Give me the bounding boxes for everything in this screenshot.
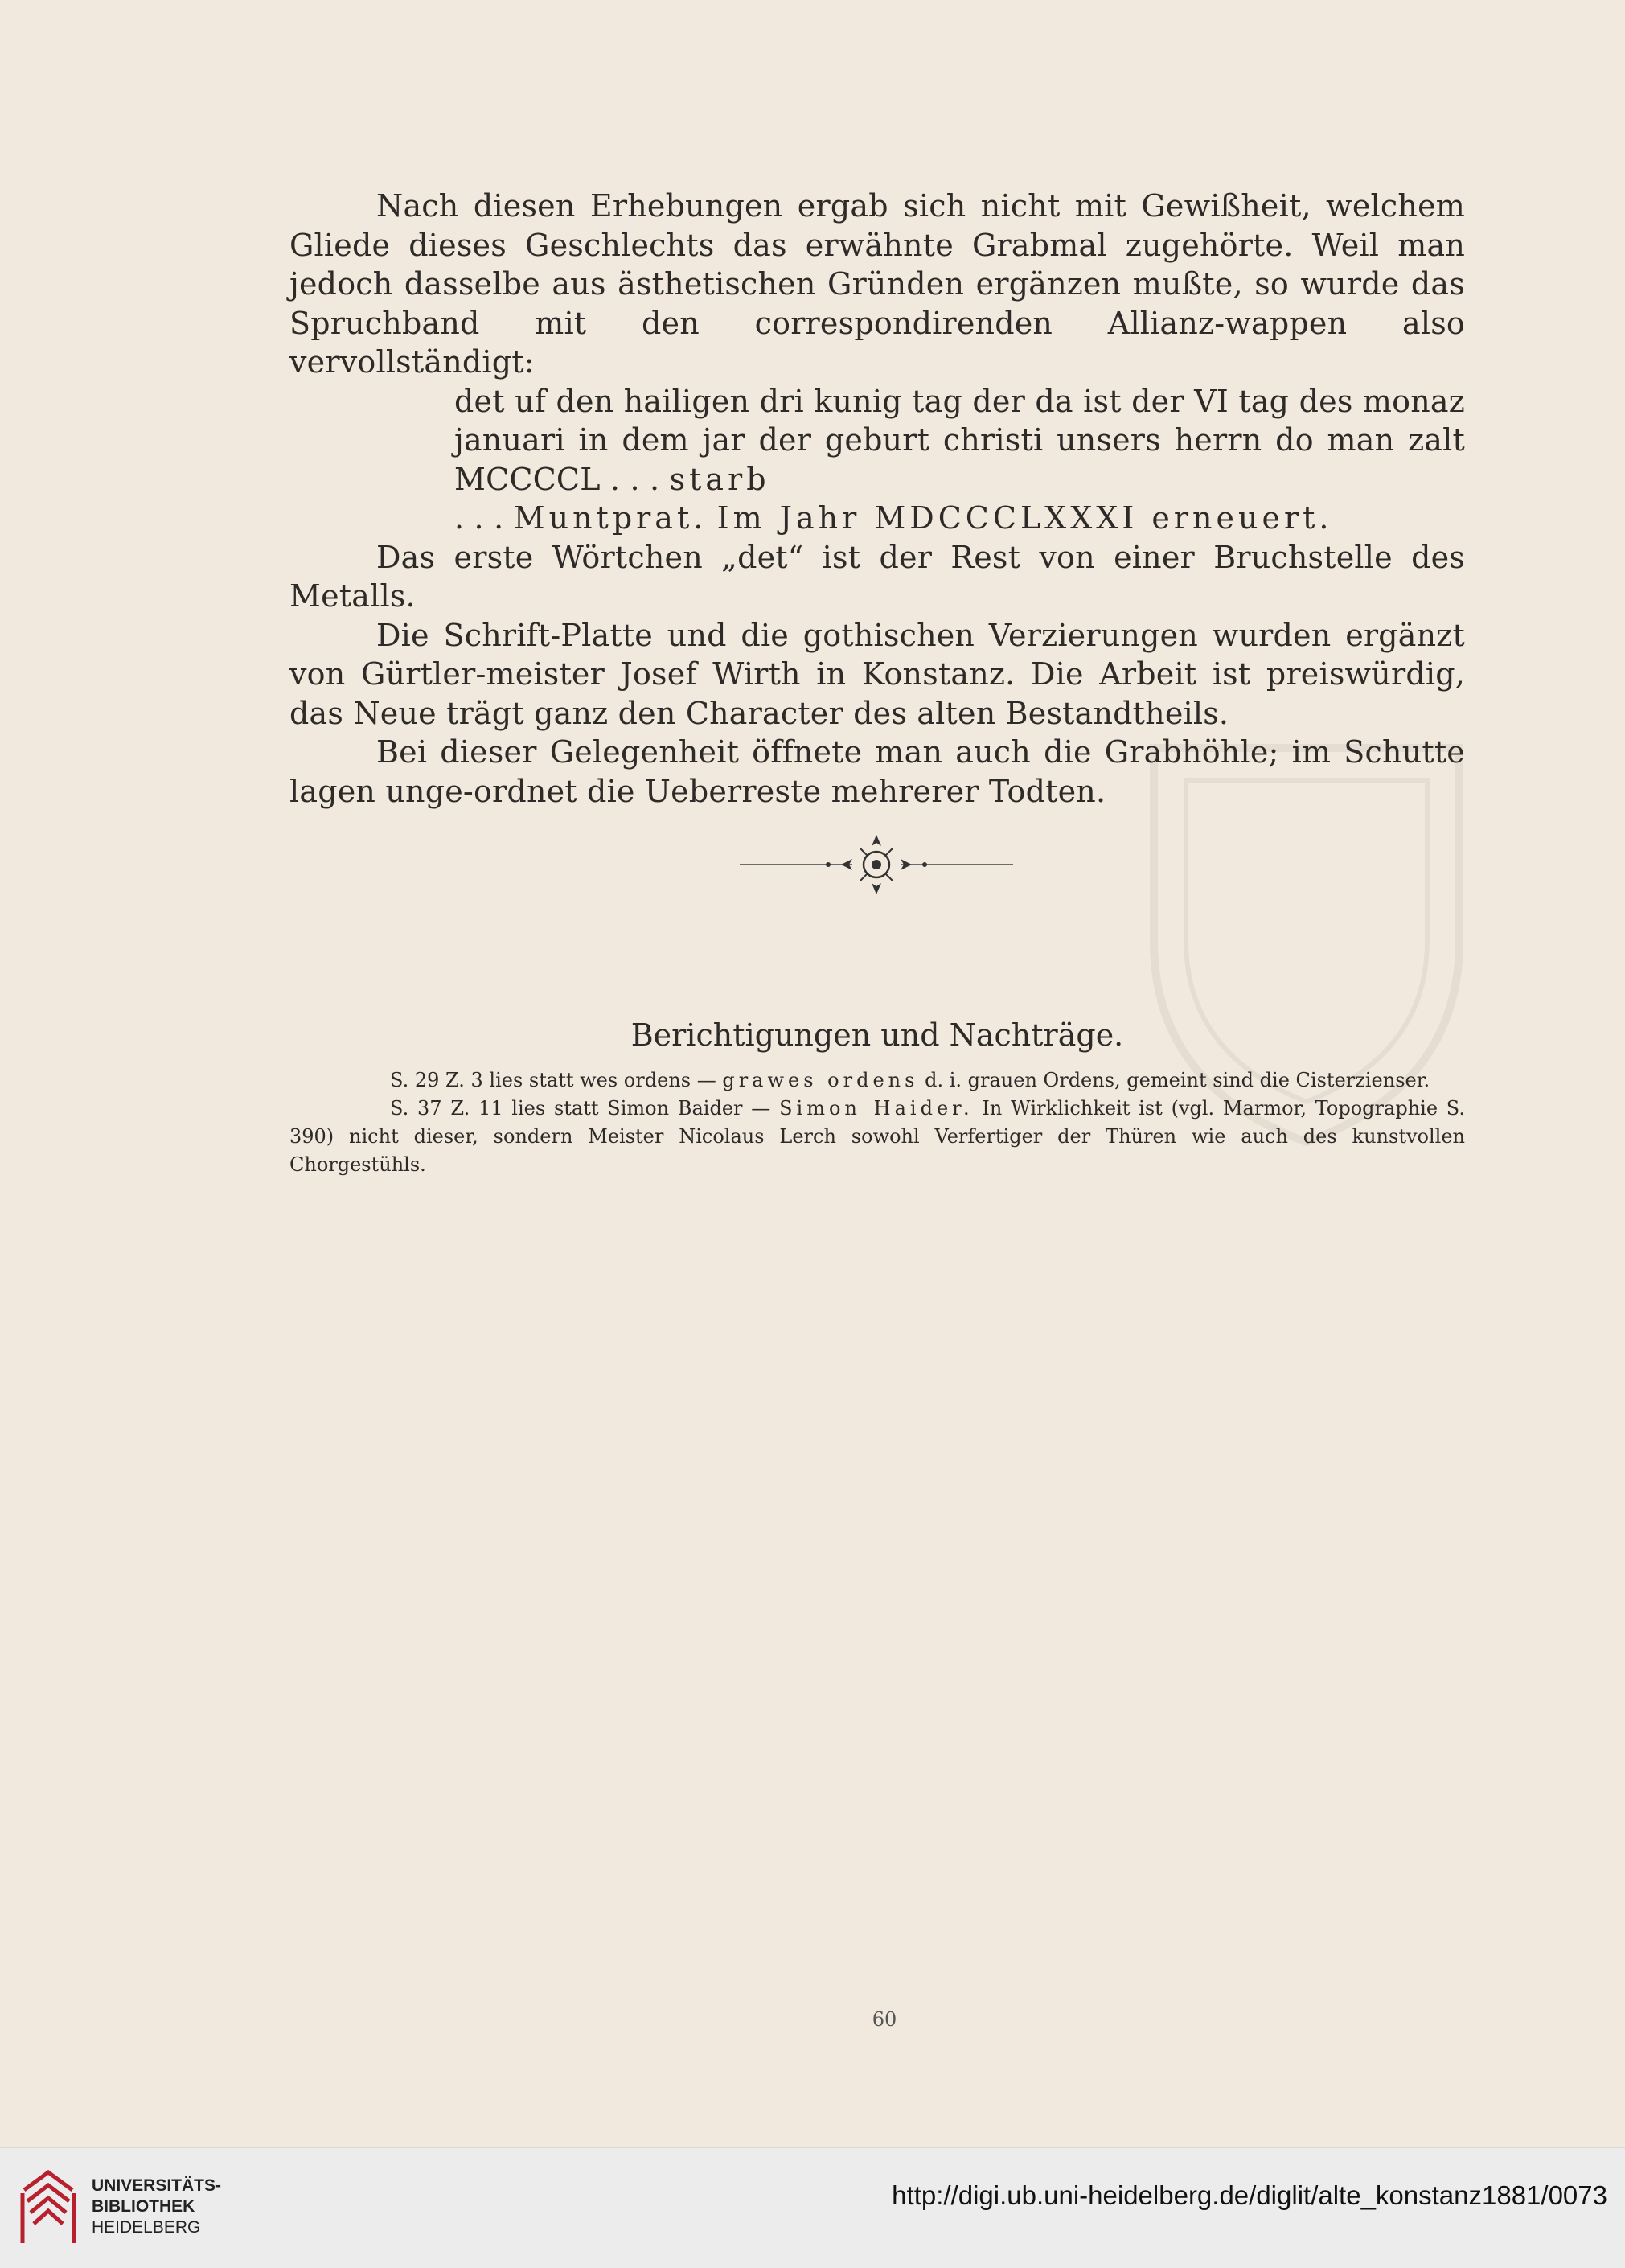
corrections-list (289, 1066, 1465, 1179)
correction-1: S. 29 Z. 3 lies statt wes ordens — grawes ordens d. i. grauen Ordens, gemeint sind die Cisterzienser. (390, 1069, 1430, 1091)
inscription-muntprat: Muntprat. (513, 500, 708, 536)
corrections-heading: Berichtigungen und Nachträge. (630, 1017, 1124, 1053)
paragraph-1: Nach diesen Erhebungen ergab sich nicht mit Gewißheit, welchem Gliede dieses Geschlechts das erwähnte Grabmal zugehörte. Weil man jedoch dasselbe aus ästhetischen Gründen ergänzen mußte, so wurde das Spruchband mit den correspondirenden Allianz-wappen also vervollständigt: (289, 188, 1465, 380)
page-number: 60 (872, 2008, 897, 2031)
inscription-quote (289, 382, 1465, 538)
correction-2: S. 37 Z. 11 lies statt Simon Baider — Simon Haider. In Wirklichkeit ist (vgl. Marmor, Topographie S. 390) nicht dieser, sondern Meister Nicolaus Lerch sowohl Verfertiger der Thüren wie auch des kunstvollen Chorgestühls. (289, 1097, 1466, 1176)
inscription-ellipsis: . . . (454, 500, 504, 536)
permalink-url[interactable]: http://digi.ub.uni-heidelberg.de/diglit/alte_konstanz1881/0073 (892, 2180, 1607, 2210)
inscription-starb: starb (669, 461, 770, 497)
body-text (289, 187, 1465, 811)
paragraph-3: Die Schrift-Platte und die gothischen Verzierungen wurden ergänzt von Gürtler-meister Josef Wirth in Konstanz. Die Arbeit ist preiswürdig, das Neue trägt ganz den Character des alten Bestandtheils. (289, 617, 1465, 731)
decorative-ornament-icon (740, 828, 1013, 901)
paragraph-4: Bei dieser Gelegenheit öffnete man auch die Grabhöhle; im Schutte lagen unge-ordnet die Ueberreste mehrerer Todten. (289, 734, 1465, 809)
library-logo-icon (16, 2166, 80, 2250)
paragraph-2: Das erste Wörtchen „det“ ist der Rest von einer Bruchstelle des Metalls. (289, 539, 1465, 614)
inscription-renewed: Im Jahr MDCCCLXXXI erneuert. (716, 500, 1333, 536)
inscription-line-1: det uf den hailigen dri kunig tag der da ist der VI tag des monaz januari in dem jar der geburt christi unsers herrn do man zalt MCCCCL . . . (454, 383, 1465, 497)
library-name: UNIVERSITÄTS- BIBLIOTHEK HEIDELBERG (92, 2176, 222, 2237)
viewer-footer (0, 2147, 1625, 2268)
